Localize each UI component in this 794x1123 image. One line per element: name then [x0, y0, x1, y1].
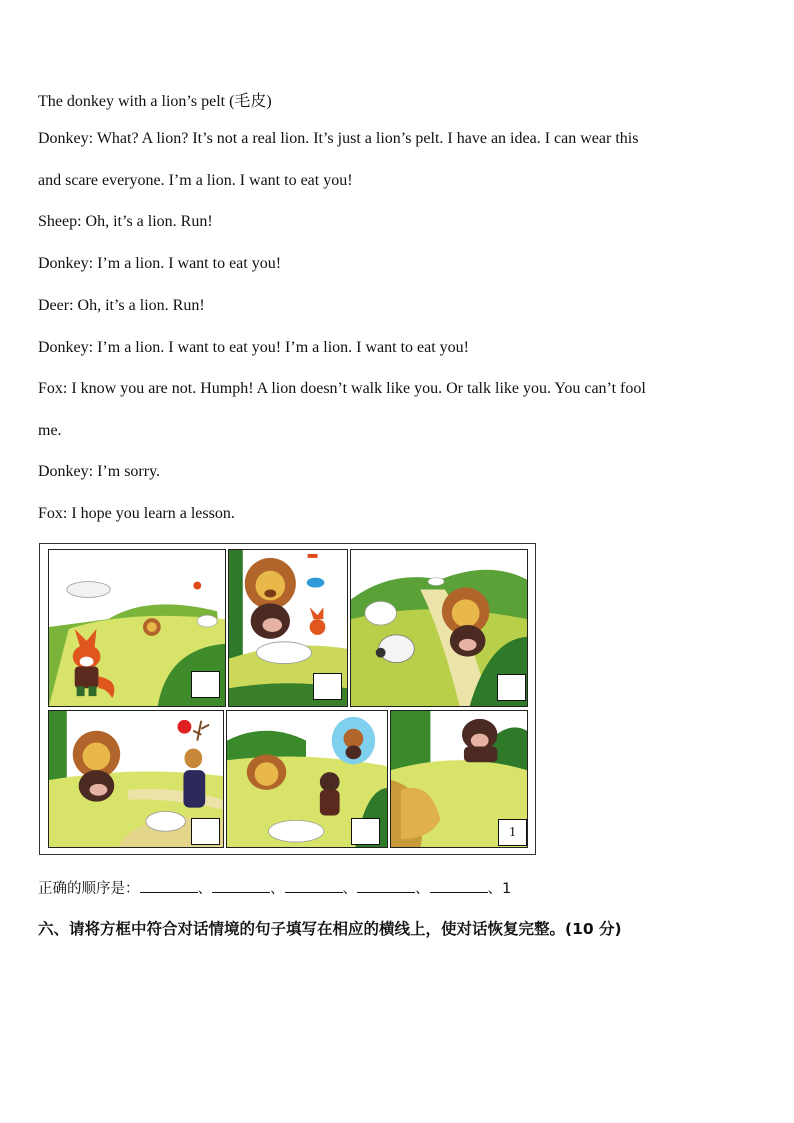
order-box[interactable]	[313, 673, 342, 700]
answer-blank[interactable]	[212, 878, 270, 893]
story-title: The donkey with a lion’s pelt (毛皮)	[38, 93, 272, 110]
answer-blank[interactable]	[140, 878, 198, 893]
answer-separator: 、	[487, 881, 502, 897]
order-box[interactable]	[497, 674, 526, 701]
dialogue-line: Fox: I hope you learn a lesson.	[38, 505, 235, 522]
answer-prefix: 正确的顺序是：	[38, 881, 140, 897]
order-box[interactable]	[351, 818, 380, 845]
section-heading: 六、请将方框中符合对话情境的句子填写在相应的横线上，使对话恢复完整。(10 分)	[38, 920, 622, 938]
dialogue-line: Donkey: I’m a lion. I want to eat you!	[38, 255, 282, 272]
order-box[interactable]	[191, 671, 220, 698]
dialogue-line: me.	[38, 422, 62, 439]
answer-separator: 、	[270, 881, 285, 897]
dialogue-line: Donkey: What? A lion? It’s not a real lion. It’s just a lion’s pelt. I have an idea. I can wear this	[38, 130, 639, 147]
answer-separator: 、	[197, 881, 212, 897]
answer-last-value: 1	[502, 881, 512, 897]
answer-blank[interactable]	[430, 878, 488, 893]
order-box-first: 1	[498, 819, 527, 846]
dialogue-line: Donkey: I’m sorry.	[38, 463, 161, 480]
answer-blank[interactable]	[357, 878, 415, 893]
answer-separator: 、	[415, 881, 430, 897]
answer-separator: 、	[342, 881, 357, 897]
dialogue-line: Sheep: Oh, it’s a lion. Run!	[38, 213, 213, 230]
dialogue-line: and scare everyone. I’m a lion. I want to eat you!	[38, 172, 353, 189]
dialogue-line: Deer: Oh, it’s a lion. Run!	[38, 297, 205, 314]
answer-blank[interactable]	[285, 878, 343, 893]
order-box[interactable]	[191, 818, 220, 845]
dialogue-line: Donkey: I’m a lion. I want to eat you! I’m a lion. I want to eat you!	[38, 339, 469, 356]
dialogue-line: Fox: I know you are not. Humph! A lion doesn’t walk like you. Or talk like you. You can’t fool	[38, 380, 646, 397]
order-answer-line	[38, 877, 511, 898]
